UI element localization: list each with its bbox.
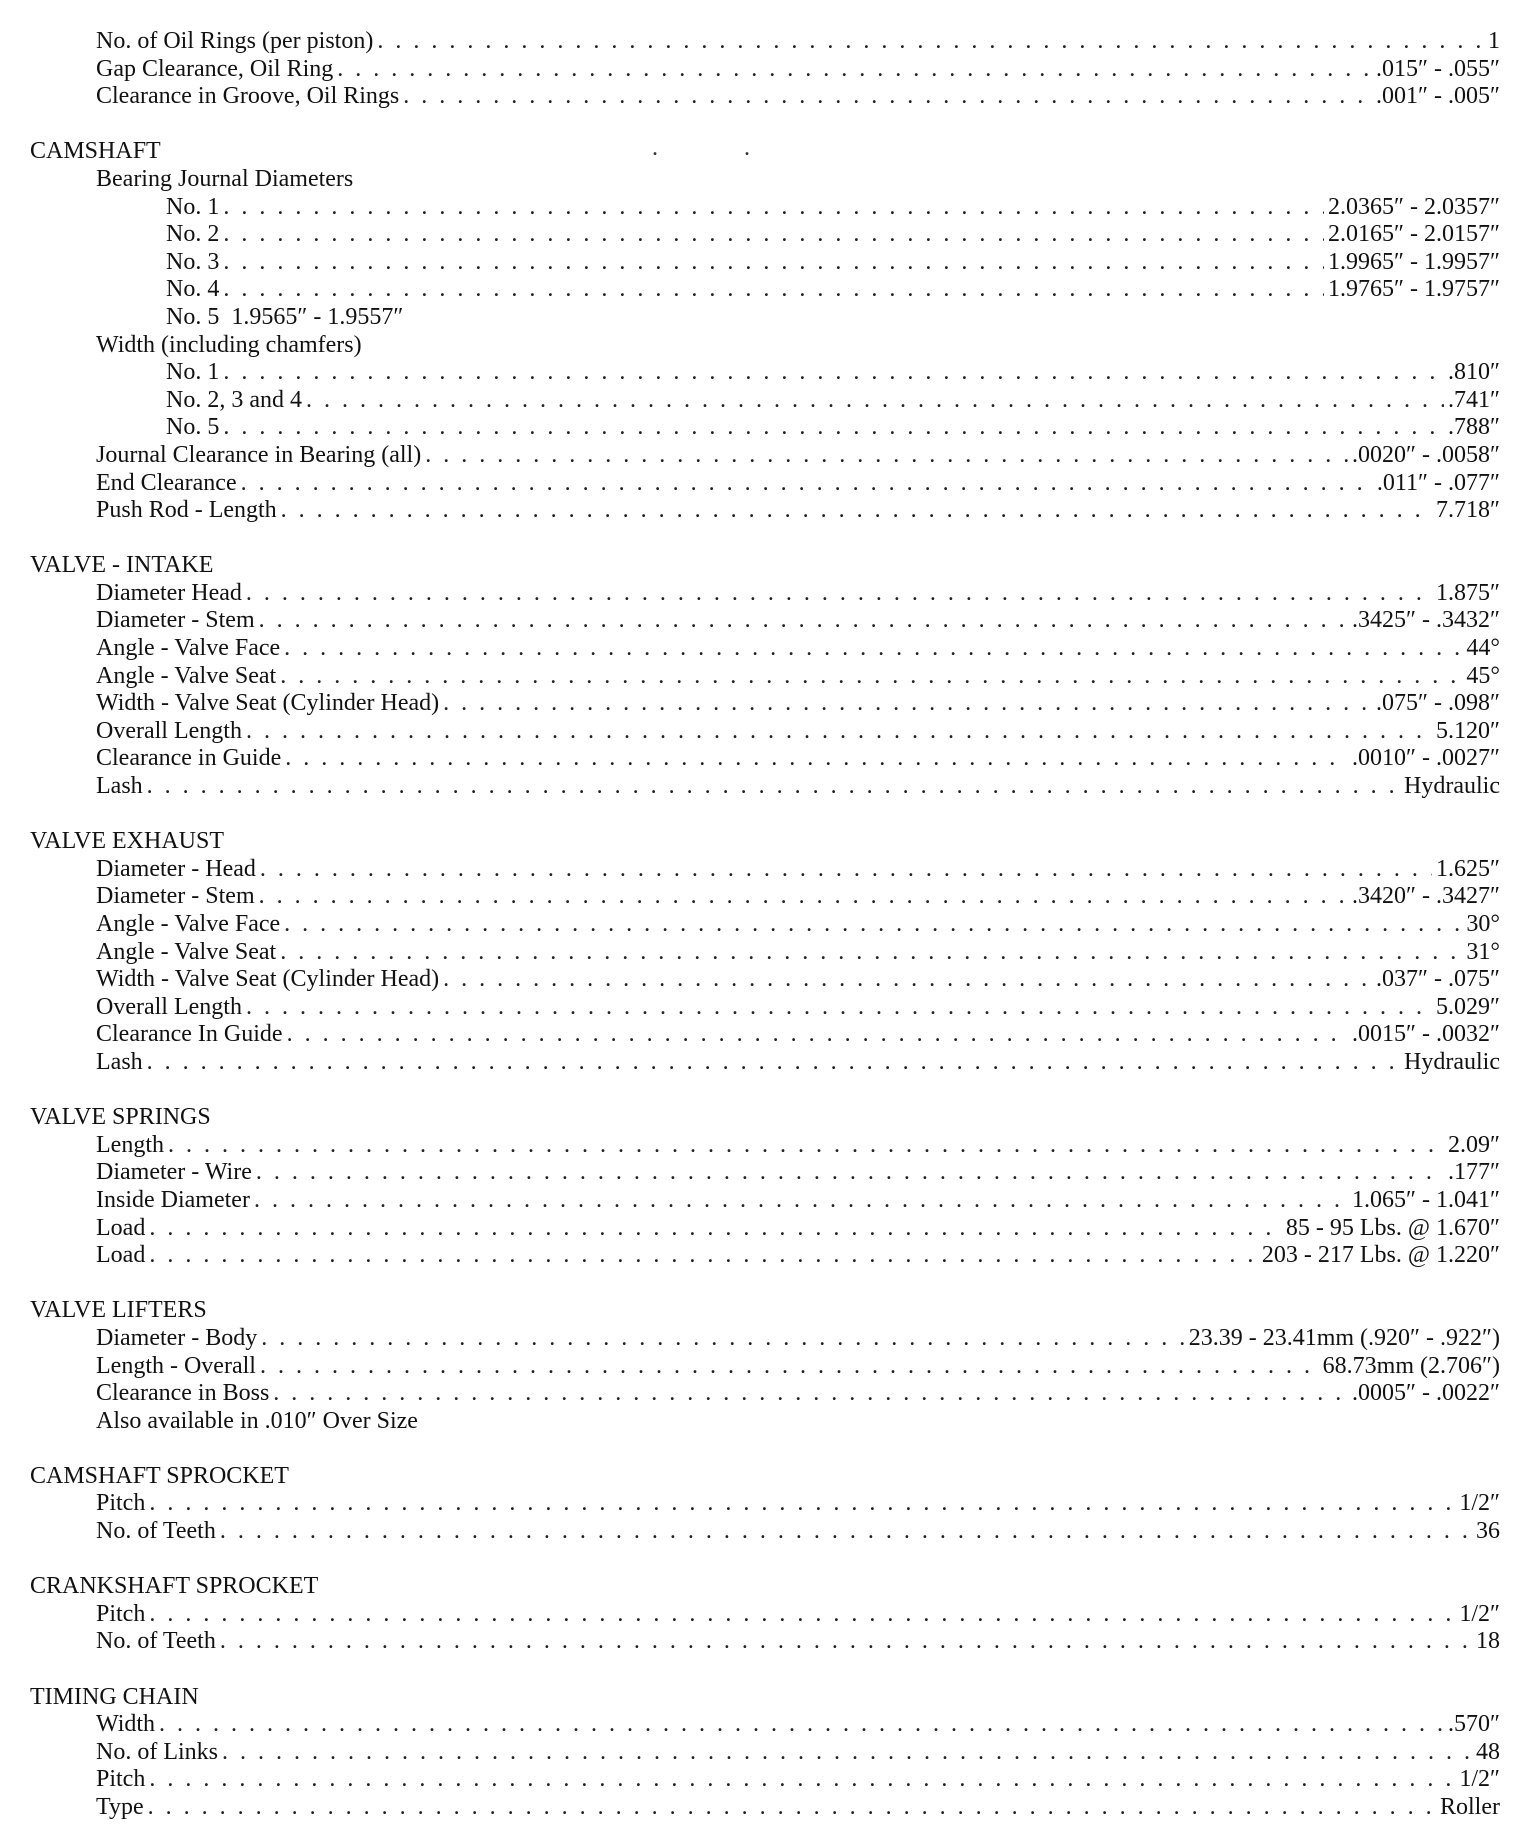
spec-value: .810″ bbox=[1448, 359, 1500, 386]
spec-value: 23.39 - 23.41mm (.920″ - .922″) bbox=[1188, 1324, 1500, 1351]
spec-value: 1/2″ bbox=[1459, 1490, 1500, 1517]
spec-value: 2.0165″ - 2.0157″ bbox=[1328, 221, 1500, 248]
spec-value: .3425″ - .3432″ bbox=[1352, 607, 1500, 634]
spec-sections bbox=[30, 525, 1500, 1822]
spec-label: No. of Links bbox=[96, 1738, 218, 1765]
spec-row bbox=[30, 607, 1500, 635]
spec-row bbox=[30, 56, 1500, 84]
spec-label: Push Rod - Length bbox=[96, 497, 277, 524]
spec-value: 68.73mm (2.706″) bbox=[1322, 1352, 1500, 1379]
spec-row bbox=[30, 994, 1500, 1022]
subheading-width: Width (including chamfers) bbox=[96, 331, 362, 358]
spec-row bbox=[30, 635, 1500, 663]
stray-marks: . . bbox=[652, 135, 790, 161]
spec-row bbox=[30, 470, 1500, 498]
spec-row bbox=[30, 1794, 1500, 1822]
spec-label: No. 3 bbox=[166, 248, 220, 275]
spec-label: No. of Teeth bbox=[96, 1628, 216, 1655]
spec-label: No. 4 bbox=[166, 276, 220, 303]
spec-row bbox=[30, 1380, 1500, 1408]
section-heading: VALVE - INTAKE bbox=[30, 552, 214, 579]
spec-value: .741″ bbox=[1448, 386, 1500, 413]
spec-label: No. of Oil Rings (per piston) bbox=[96, 28, 374, 54]
spec-row bbox=[30, 1601, 1500, 1629]
spec-row bbox=[30, 304, 1500, 332]
spec-row bbox=[30, 1628, 1500, 1656]
spec-row bbox=[30, 718, 1500, 746]
spec-row bbox=[30, 1159, 1500, 1187]
spec-value: .037″ - .075″ bbox=[1376, 966, 1500, 993]
spec-label: Inside Diameter bbox=[96, 1186, 250, 1213]
spec-label: Pitch bbox=[96, 1766, 146, 1793]
section-heading-camshaft: CAMSHAFT bbox=[30, 138, 161, 165]
spec-row bbox=[30, 1187, 1500, 1215]
spec-row bbox=[30, 83, 1500, 111]
spec-label: Clearance in Guide bbox=[96, 745, 282, 772]
spec-row bbox=[30, 28, 1500, 56]
spec-label: Angle - Valve Seat bbox=[96, 662, 277, 689]
spec-label: Journal Clearance in Bearing (all) bbox=[96, 441, 422, 468]
spec-value: 18 bbox=[1476, 1628, 1500, 1655]
spec-value: 1.625″ bbox=[1436, 855, 1500, 882]
spec-row bbox=[30, 1518, 1500, 1546]
spec-value: 1.875″ bbox=[1436, 579, 1500, 606]
spec-value: .075″ - .098″ bbox=[1376, 690, 1500, 717]
spec-label: Clearance in Boss bbox=[96, 1380, 270, 1407]
spec-value: .015″ - .055″ bbox=[1376, 55, 1500, 82]
spec-value: 5.120″ bbox=[1436, 717, 1500, 744]
spec-label: End Clearance bbox=[96, 469, 237, 496]
spec-row bbox=[30, 663, 1500, 691]
spec-value: 1.9565″ - 1.9557″ bbox=[231, 303, 404, 330]
spec-value: 7.718″ bbox=[1436, 497, 1500, 524]
section-heading: CAMSHAFT SPROCKET bbox=[30, 1462, 289, 1489]
spec-value: Hydraulic bbox=[1404, 773, 1500, 800]
spec-row bbox=[30, 966, 1500, 994]
spec-value: .3420″ - .3427″ bbox=[1352, 883, 1500, 910]
spec-label: No. 2, 3 and 4 bbox=[166, 386, 302, 413]
spec-value: 85 - 95 Lbs. @ 1.670″ bbox=[1285, 1214, 1500, 1241]
section-heading: VALVE EXHAUST bbox=[30, 828, 225, 855]
spec-label: No. 5 bbox=[166, 414, 220, 441]
subheading-journal-diameters: Bearing Journal Diameters bbox=[96, 165, 354, 192]
spec-label: Width bbox=[96, 1711, 156, 1738]
spec-value: 203 - 217 Lbs. @ 1.220″ bbox=[1261, 1242, 1500, 1269]
spec-row bbox=[30, 1049, 1500, 1077]
spec-value: .0010″ - .0027″ bbox=[1352, 745, 1500, 772]
spec-row bbox=[30, 497, 1500, 525]
spec-value: .0020″ - .0058″ bbox=[1352, 441, 1500, 468]
spec-row bbox=[30, 1711, 1500, 1739]
spec-value: 2.09″ bbox=[1448, 1131, 1500, 1158]
spec-value: .001″ - .005″ bbox=[1376, 83, 1500, 110]
spec-row bbox=[30, 221, 1500, 249]
spec-label: No. 1 bbox=[166, 193, 220, 220]
spec-label: Overall Length bbox=[96, 993, 242, 1020]
spec-label: Overall Length bbox=[96, 717, 242, 744]
spec-label: Diameter - Stem bbox=[96, 883, 255, 910]
spec-value: 1.065″ - 1.041″ bbox=[1352, 1186, 1500, 1213]
spec-label: Angle - Valve Face bbox=[96, 911, 281, 937]
spec-label: Length - Overall bbox=[96, 1352, 256, 1379]
spec-row bbox=[30, 1766, 1500, 1794]
spec-label: Pitch bbox=[96, 1490, 146, 1517]
spec-label: Diameter - Body bbox=[96, 1324, 258, 1351]
spec-value: 5.029″ bbox=[1436, 993, 1500, 1020]
spec-label: No. 2 bbox=[166, 221, 220, 248]
spec-label: No. 1 bbox=[166, 359, 220, 386]
section-heading: CRANKSHAFT SPROCKET bbox=[30, 1573, 319, 1600]
spec-row bbox=[30, 883, 1500, 911]
spec-row bbox=[30, 1353, 1500, 1381]
spec-note: Also available in .010″ Over Size bbox=[96, 1407, 418, 1434]
spec-row bbox=[30, 1490, 1500, 1518]
spec-row bbox=[30, 580, 1500, 608]
spec-row bbox=[30, 911, 1500, 939]
spec-row bbox=[30, 194, 1500, 222]
spec-label: Length bbox=[96, 1131, 164, 1158]
spec-label: Pitch bbox=[96, 1600, 146, 1627]
spec-label: Diameter - Stem bbox=[96, 607, 255, 634]
spec-label: Width - Valve Seat (Cylinder Head) bbox=[96, 690, 440, 717]
spec-label: Width - Valve Seat (Cylinder Head) bbox=[96, 966, 440, 993]
spec-value: .570″ bbox=[1448, 1711, 1500, 1738]
spec-row bbox=[30, 442, 1500, 470]
spec-row bbox=[30, 939, 1500, 967]
spec-label: No. 5 bbox=[166, 303, 220, 330]
spec-value: 1/2″ bbox=[1459, 1600, 1500, 1627]
spec-value: .011″ - .077″ bbox=[1376, 469, 1500, 496]
spec-label: Clearance in Groove, Oil Rings bbox=[96, 83, 400, 110]
spec-value: 1.9965″ - 1.9957″ bbox=[1328, 248, 1500, 275]
spec-value: 1/2″ bbox=[1459, 1766, 1500, 1793]
spec-value: .177″ bbox=[1448, 1159, 1500, 1186]
spec-label: Angle - Valve Seat bbox=[96, 938, 277, 965]
spec-row bbox=[30, 1215, 1500, 1243]
spec-label: Gap Clearance, Oil Ring bbox=[96, 55, 334, 82]
spec-value: Roller bbox=[1440, 1794, 1500, 1820]
spec-row bbox=[30, 773, 1500, 801]
section-heading: VALVE LIFTERS bbox=[30, 1297, 207, 1324]
spec-label: Lash bbox=[96, 773, 143, 800]
spec-value: 1 bbox=[1488, 28, 1500, 54]
spec-row bbox=[30, 1021, 1500, 1049]
section-heading: TIMING CHAIN bbox=[30, 1683, 199, 1710]
spec-row bbox=[30, 414, 1500, 442]
spec-row bbox=[30, 387, 1500, 415]
spec-value: 30° bbox=[1466, 911, 1500, 937]
spec-label: Clearance In Guide bbox=[96, 1021, 283, 1048]
spec-value: 45° bbox=[1466, 662, 1500, 689]
spec-row bbox=[30, 856, 1500, 884]
spec-row bbox=[30, 690, 1500, 718]
spec-label: Diameter - Wire bbox=[96, 1159, 252, 1186]
spec-row bbox=[30, 745, 1500, 773]
spec-value: 36 bbox=[1476, 1518, 1500, 1545]
spec-value: Hydraulic bbox=[1404, 1048, 1500, 1075]
spec-value: .0015″ - .0032″ bbox=[1352, 1021, 1500, 1048]
spec-document bbox=[30, 28, 1500, 1822]
spec-value: 44° bbox=[1466, 635, 1500, 662]
spec-label: No. of Teeth bbox=[96, 1518, 216, 1545]
spec-value: 48 bbox=[1476, 1738, 1500, 1765]
spec-value: .788″ bbox=[1448, 414, 1500, 441]
spec-label: Load bbox=[96, 1214, 146, 1241]
spec-row bbox=[30, 249, 1500, 277]
spec-value: .0005″ - .0022″ bbox=[1352, 1380, 1500, 1407]
spec-row bbox=[30, 1132, 1500, 1160]
spec-row bbox=[30, 276, 1500, 304]
section-heading: VALVE SPRINGS bbox=[30, 1104, 211, 1131]
spec-value: 31° bbox=[1466, 938, 1500, 965]
spec-row bbox=[30, 1325, 1500, 1353]
spec-value: 2.0365″ - 2.0357″ bbox=[1328, 193, 1500, 220]
spec-label: Load bbox=[96, 1242, 146, 1269]
spec-label: Angle - Valve Face bbox=[96, 635, 281, 662]
spec-row bbox=[30, 359, 1500, 387]
spec-row bbox=[30, 1242, 1500, 1270]
spec-label: Type bbox=[96, 1794, 144, 1820]
spec-label: Lash bbox=[96, 1048, 143, 1075]
spec-value: 1.9765″ - 1.9757″ bbox=[1328, 276, 1500, 303]
spec-row bbox=[30, 1739, 1500, 1767]
spec-label: Diameter - Head bbox=[96, 855, 256, 882]
spec-label: Diameter Head bbox=[96, 579, 242, 606]
